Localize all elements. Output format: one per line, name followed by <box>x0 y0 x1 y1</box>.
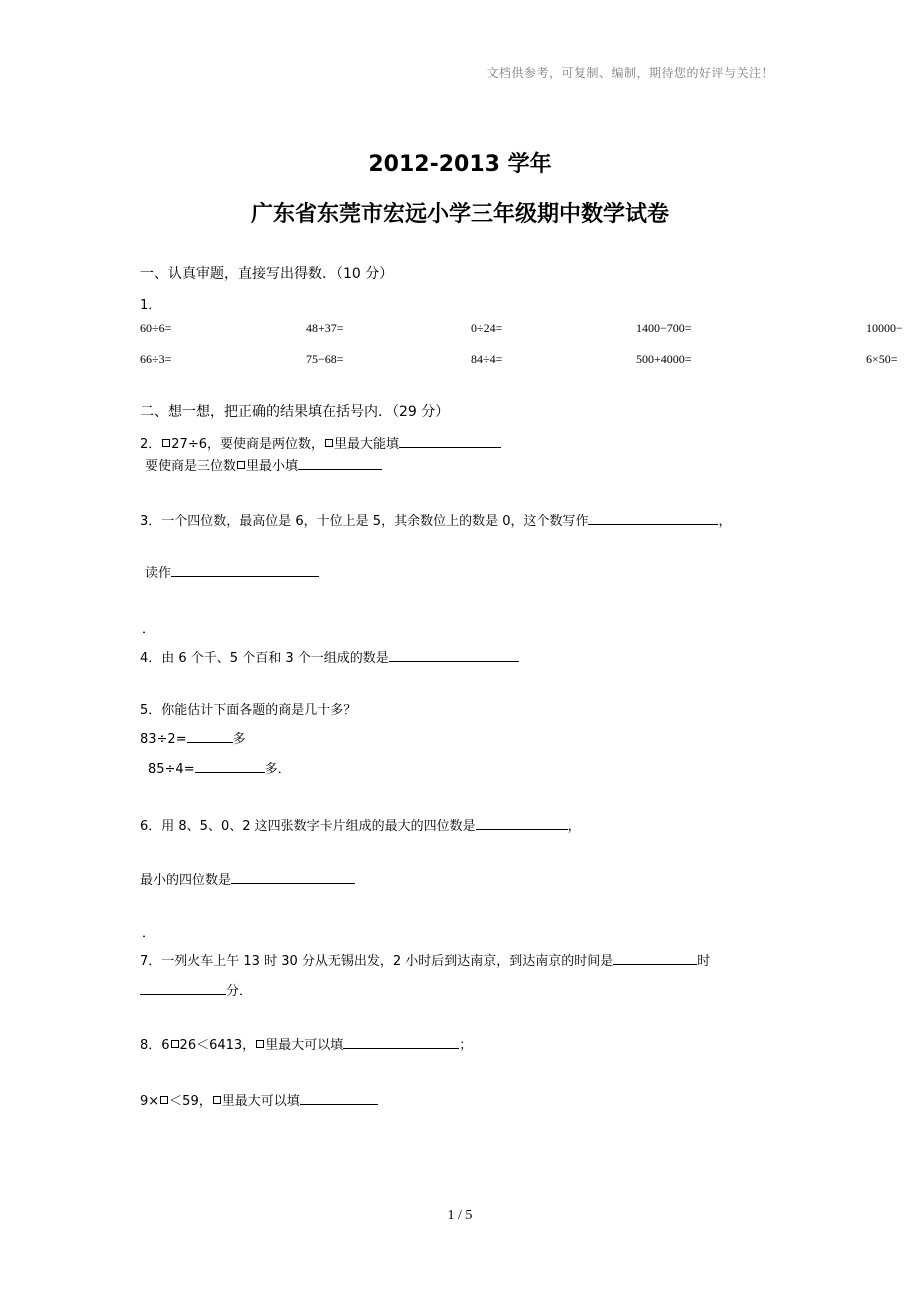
question-5: 5．你能估计下面各题的商是几十多？ <box>140 703 357 718</box>
q8-punct: ； <box>459 1038 473 1053</box>
q6-punct: ， <box>567 819 581 834</box>
q3-punct: ， <box>718 514 732 529</box>
section2-heading: 二、想一想，把正确的结果填在括号内．（29 分） <box>140 404 450 420</box>
answer-blank[interactable] <box>231 871 355 884</box>
question-3-line1 <box>140 510 732 529</box>
q7-text: 7．一列火车上午 13 时 30 分从无锡出发，2 小时后到达南京，到达南京的时间是 <box>140 954 614 969</box>
empty-box-icon <box>160 1096 168 1104</box>
answer-blank[interactable] <box>300 1092 378 1105</box>
empty-box-icon <box>325 439 333 447</box>
question-9 <box>140 1090 378 1109</box>
q7-text: 分． <box>226 984 253 999</box>
header-note: 文档供参考，可复制、编制，期待您的好评与关注！ <box>486 66 774 80</box>
answer-blank[interactable] <box>588 512 718 525</box>
calc-item: 1400−700= <box>636 321 692 335</box>
q7-text: 时 <box>697 954 711 969</box>
question-3-line2 <box>145 562 319 581</box>
calc-item: 84÷4= <box>471 352 503 366</box>
q8-text: 里最大可以填 <box>265 1038 344 1053</box>
answer-blank[interactable] <box>613 952 697 965</box>
question-4 <box>140 647 519 666</box>
calc-item: 10000− <box>866 321 903 335</box>
answer-blank[interactable] <box>187 730 233 743</box>
answer-blank[interactable] <box>389 649 519 662</box>
question-7-line1 <box>140 950 710 969</box>
empty-box-icon <box>213 1096 221 1104</box>
q1-label: 1． <box>140 298 162 313</box>
title-year: 2012-2013 学年 <box>368 152 552 177</box>
q2-text: 要使商是三位数 <box>145 459 237 474</box>
q9-text: ＜59， <box>169 1094 212 1109</box>
q3-text: 3．一个四位数，最高位是 6，十位上是 5，其余数位上的数是 0，这个数写作 <box>140 514 589 529</box>
q3-dot: ． <box>142 622 156 637</box>
q6-text: 最小的四位数是 <box>140 873 232 888</box>
q8-text: 8．6 <box>140 1038 170 1053</box>
question-5b <box>148 758 291 777</box>
empty-box-icon <box>162 439 170 447</box>
q9-text: 9× <box>140 1094 160 1109</box>
answer-blank[interactable] <box>399 435 501 448</box>
q2-text: 里最大能填 <box>334 437 400 452</box>
calc-item: 60÷6= <box>140 321 172 335</box>
empty-box-icon <box>256 1040 264 1048</box>
calc-item: 0÷24= <box>471 321 503 335</box>
question-8 <box>140 1034 472 1053</box>
q8-text: 26＜6413， <box>179 1038 256 1053</box>
answer-blank[interactable] <box>171 564 319 577</box>
q5-text: 多． <box>264 762 291 777</box>
calc-item: 6×50= <box>866 352 898 366</box>
question-2-line1 <box>140 433 501 452</box>
question-7-line2 <box>140 980 252 999</box>
q5-text: 85÷4= <box>148 762 195 777</box>
q4-text: 4．由 6 个千、5 个百和 3 个一组成的数是 <box>140 651 389 666</box>
q9-text: 里最大可以填 <box>221 1094 300 1109</box>
question-5a <box>140 728 246 747</box>
calc-item: 66÷3= <box>140 352 172 366</box>
answer-blank[interactable] <box>343 1036 459 1049</box>
question-6-line1 <box>140 815 581 834</box>
section1-heading: 一、认真审题，直接写出得数．（10 分） <box>140 266 394 282</box>
calc-item: 48+37= <box>306 321 344 335</box>
answer-blank[interactable] <box>298 457 382 470</box>
q2-num: 2． <box>140 437 162 452</box>
q3-text: 读作 <box>145 566 172 581</box>
answer-blank[interactable] <box>140 982 226 995</box>
page-number: 1 / 5 <box>447 1208 473 1223</box>
q2-text: 里最小填 <box>246 459 299 474</box>
answer-blank[interactable] <box>195 760 265 773</box>
empty-box-icon <box>171 1040 179 1048</box>
q5-text: 多 <box>232 732 246 747</box>
q6-text: 6．用 8、5、0、2 这四张数字卡片组成的最大的四位数是 <box>140 819 476 834</box>
question-2-line2 <box>145 455 382 474</box>
q6-dot: ． <box>142 926 156 941</box>
empty-box-icon <box>237 461 245 469</box>
question-6-line2 <box>140 869 355 888</box>
calc-item: 75−68= <box>306 352 344 366</box>
q2-text: 27÷6，要使商是两位数， <box>171 437 324 452</box>
calc-item: 500+4000= <box>636 352 692 366</box>
q5-text: 83÷2= <box>140 732 187 747</box>
title-exam: 广东省东莞市宏远小学三年级期中数学试卷 <box>250 202 669 227</box>
answer-blank[interactable] <box>476 817 568 830</box>
